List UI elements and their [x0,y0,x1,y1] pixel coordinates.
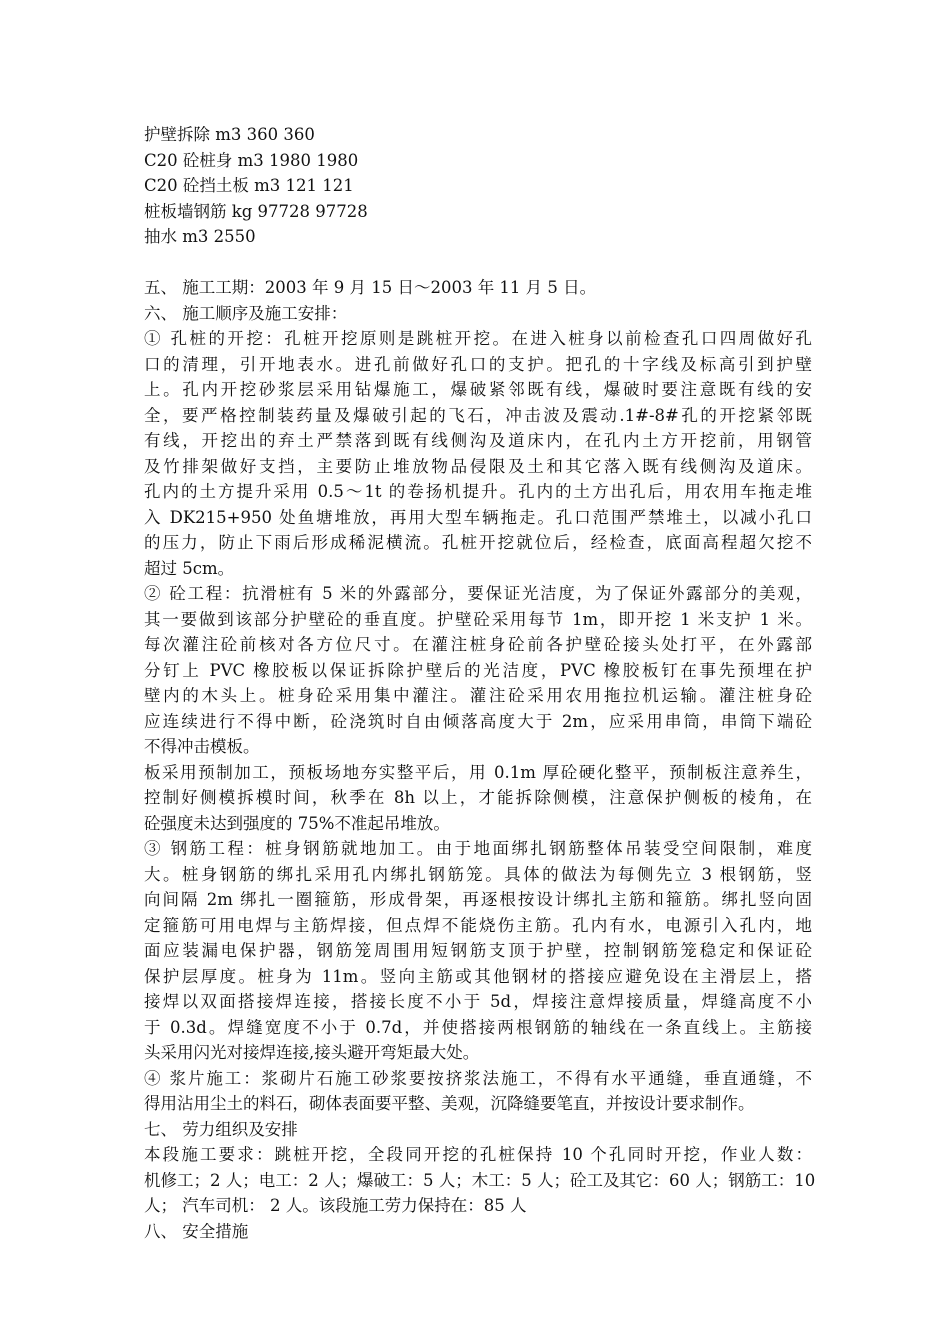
text-line: 板采用预制加工，预板场地夯实整平后，用 0.1m 厚砼硬化整平，预制板注意养生， [144,762,812,782]
text-line: 控制好侧模拆模时间，秋季在 8h 以上，才能拆除侧模，注意保护侧板的棱角，在 [144,788,812,807]
section-heading-5: 五、 施工工期：2003 年 9 月 15 日～2003 年 11 月 5 日。 [144,278,597,297]
text-line: 上。孔内开挖砂浆层采用钻爆施工，爆破紧邻既有线，爆破时要注意既有线的安 [144,380,812,399]
text-line: ② 砼工程：抗滑桩有 5 米的外露部分，要保证光洁度，为了保证外露部分的美观， [144,584,812,603]
document-page [144,122,816,1244]
text-line: 人； 汽车司机： 2 人。该段施工劳力保持在：85 人 [144,1196,527,1215]
paragraph-pile-excavation [144,326,812,581]
text-line: 得用沾用尘土的料石，砌体表面要平整、美观，沉降缝要笔直，并按设计要求制作。 [144,1094,755,1113]
text-line: 分钉上 PVC 橡胶板以保证拆除护壁后的光洁度，PVC 橡胶板钉在事先预埋在护 [144,660,812,680]
paragraph-precast-panels [144,760,812,837]
text-line: 孔内的土方提升采用 0.5～1t 的卷扬机提升。孔内的土方出孔后，用农用车拖走堆 [144,482,812,501]
quantities-list [144,122,812,250]
text-line: 定箍筋可用电焊与主筋焊接，但点焊不能烧伤主筋。孔内有水，电源引入孔内，地 [144,915,812,935]
text-line: 本段施工要求：跳桩开挖，全段同开挖的孔桩保持 10 个孔同时开挖，作业人数： [144,1145,812,1164]
paragraph-labor-organization [144,1142,816,1219]
text-line: 应连续进行不得中断，砼浇筑时自由倾落高度大于 2m，应采用串筒，串筒下端砼 [144,711,812,731]
paragraph-concrete-works [144,581,812,760]
text-line: 壁内的木头上。桩身砼采用集中灌注。灌注砼采用农用拖拉机运输。灌注桩身砼 [144,686,812,705]
text-line: 砼强度未达到强度的 75%不准起吊堆放。 [144,813,450,833]
text-line: 保护层厚度。桩身为 11m。竖向主筋或其他钢材的搭接应避免设在主滑层上，搭 [144,966,812,986]
quantity-line: 护壁拆除 m3 360 360 [144,125,315,144]
text-line: 大。桩身钢筋的绑扎采用孔内绑扎钢筋笼。具体的做法为每侧先立 3 根钢筋，竖 [144,864,812,884]
text-line: 有线，开挖出的弃土严禁落到既有线侧沟及道床内，在孔内土方开挖前，用钢管 [144,431,812,450]
text-line: 机修工；2 人；电工：2 人；爆破工：5 人；木工：5 人；砼工及其它：60 人；钢筋工：10 [144,1170,816,1190]
quantity-line: 桩板墙钢筋 kg 97728 97728 [144,201,368,221]
text-line: ③ 钢筋工程：桩身钢筋就地加工。由于地面绑扎钢筋整体吊装受空间限制，难度 [144,839,812,858]
text-line: 其一要做到该部分护壁砼的垂直度。护壁砼采用每节 1m，即开挖 1 米支护 1 米。 [144,609,812,629]
text-line: ④ 浆片施工：浆砌片石施工砂浆要按挤浆法施工，不得有水平通缝，垂直通缝，不 [144,1068,812,1088]
text-line: 头采用闪光对接焊连接,接头避开弯矩最大处。 [144,1043,480,1062]
text-line: 不得冲击模板。 [144,737,260,756]
paragraph-masonry-works [144,1066,812,1117]
text-line: 全，要严格控制装药量及爆破引起的飞石，冲击波及震动.1#-8#孔的开挖紧邻既 [144,405,812,425]
section-heading-6: 六、 施工顺序及施工安排： [144,303,348,323]
text-line: 及竹排架做好支挡，主要防止堆放物品侵限及土和其它落入既有线侧沟及道床。 [144,456,812,476]
text-line: 面应装漏电保护器，钢筋笼周围用短钢筋支顶于护壁，控制钢筋笼稳定和保证砼 [144,941,812,960]
blank-line [144,250,812,276]
paragraph-rebar-works [144,836,812,1066]
quantity-line: C20 砼桩身 m3 1980 1980 [144,150,359,170]
text-line: 接焊以双面搭接焊连接，搭接长度不小于 5d，焊接注意焊接质量，焊缝高度不小 [144,992,812,1011]
text-line: 的压力，防止下雨后形成稀泥横流。孔桩开挖就位后，经检查，底面高程超欠挖不 [144,533,812,552]
text-line: 入 DK215+950 处鱼塘堆放，再用大型车辆拖走。孔口范围严禁堆土，以减小孔口 [144,507,812,527]
text-line: ① 孔桩的开挖：孔桩开挖原则是跳桩开挖。在进入桩身以前检查孔口四周做好孔 [144,329,812,348]
text-line: 超过 5cm。 [144,558,235,578]
quantity-line: 抽水 m3 2550 [144,227,256,246]
quantity-line: C20 砼挡土板 m3 121 121 [144,176,354,195]
section-heading-8: 八、 安全措施 [144,1221,249,1241]
section-heading-7: 七、 劳力组织及安排 [144,1119,298,1139]
text-line: 向间隔 2m 绑扎一圈箍筋，形成骨架，再逐根按设计绑扎主筋和箍筋。绑扎竖向固 [144,890,812,909]
text-line: 于 0.3d。焊缝宽度不小于 0.7d，并使搭接两根钢筋的轴线在一条直线上。主筋接 [144,1017,812,1037]
text-line: 每次灌注砼前核对各方位尺寸。在灌注桩身砼前各护壁砼接头处打平，在外露部 [144,635,812,654]
text-line: 口的清理，引开地表水。进孔前做好孔口的支护。把孔的十字线及标高引到护壁 [144,354,812,374]
